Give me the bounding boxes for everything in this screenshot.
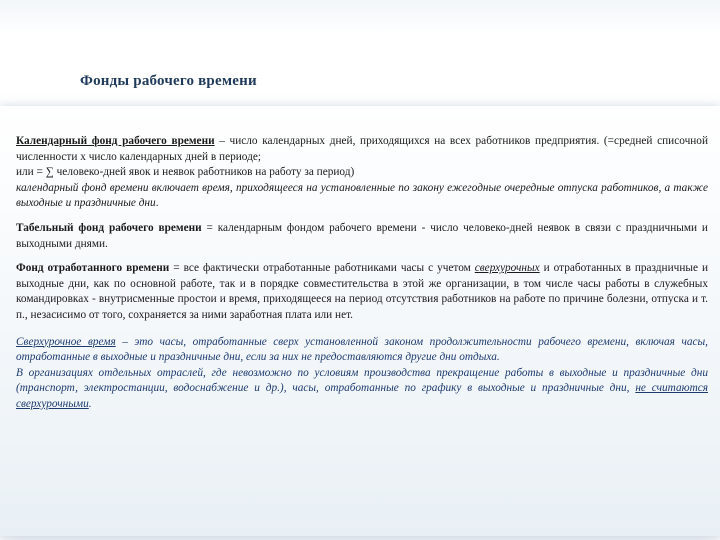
calendar-fund-note-end: . — [155, 197, 159, 210]
worked-time-text-after: и отработанных в праздничные и выходные дни, как по основной работе, так и в порядке совместительства в этой же организации, в том числе часы работы в служебных командировках - внутрисменные простои и время, приходящееся на период отсутствия работников на работе по причине болезни, отпуска и т. п., незасисимо от того, сохраняется за ними заработная плата или нет. — [16, 262, 708, 321]
worked-time-text-before: = все фактически отработанные работниками часы с учетом — [169, 262, 475, 275]
worked-time-fund-term: Фонд отработанного времени — [16, 262, 170, 275]
calendar-fund-paragraph — [16, 134, 708, 212]
worked-time-fund-paragraph — [16, 261, 708, 323]
slide-content — [16, 134, 708, 413]
overtime-definition-paragraph — [16, 335, 708, 366]
slide-title: Фонды рабочего времени — [80, 73, 257, 89]
overtime-definition-link[interactable]: Сверхурочное время — [16, 335, 116, 348]
tabular-fund-term: Табельный фонд рабочего времени — [16, 221, 202, 234]
industry-exception-text: В организациях отдельных отраслей, где невозможно по условиям производства прекращение работы в выходные и праздничные дни (транспорт, электростанции, водоснабжение и др.), часы, отработанные по графику в выходные и праздничные дни, — [16, 366, 708, 395]
industry-exception-paragraph — [16, 366, 708, 413]
calendar-fund-formula: или = ∑ человеко-дней явок и неявок работников на работу за период) — [16, 166, 355, 179]
overtime-link[interactable]: сверхурочных — [474, 262, 540, 275]
calendar-fund-term: Календарный фонд рабочего времени — [16, 135, 215, 147]
not-overtime-link[interactable]: не считаются сверхурочными — [16, 382, 708, 410]
top-gradient-bar — [0, 0, 720, 34]
tabular-fund-definition: = календарным фондом рабочего времени - число человеко-дней неявок в связи с праздничными и выходными днями. — [16, 221, 708, 250]
calendar-fund-definition: – число календарных дней, приходящихся на всех работников предприятия. (=средней списочной численности х число календарных дней в периоде; — [16, 135, 708, 163]
calendar-fund-note: календарный фонд времени включает время, приходящееся на установленные по закону ежегодные очередные отпуска работников, а также выходные и праздничные дни — [16, 181, 708, 210]
industry-exception-end: . — [88, 397, 92, 410]
tabular-fund-paragraph — [16, 221, 708, 252]
overtime-definition-text: – это часы, отработанные сверх установленной законом продолжительности рабочего времени, включая часы, отработанные в выходные и праздничные дни, если за них не предоставляются другие дни отдыха. — [16, 335, 708, 364]
